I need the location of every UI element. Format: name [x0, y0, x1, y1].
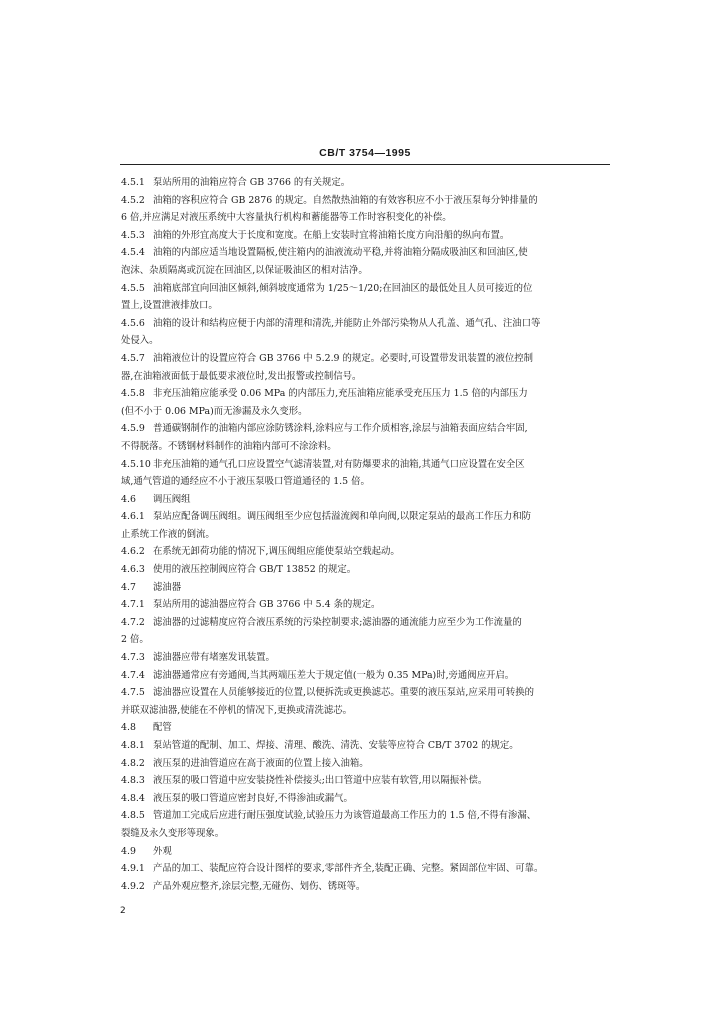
text-line — [121, 491, 603, 509]
clause-text: 止系统工作液的倒流。 — [121, 528, 215, 540]
text-line — [121, 649, 603, 667]
clause-text: 外观 — [153, 845, 172, 857]
text-line — [121, 297, 603, 315]
clause-text: 产品的加工、装配应符合设计图样的要求,零部件齐全,装配正确、完整。紧固部位牢固、可靠。 — [153, 863, 544, 875]
text-line — [121, 420, 603, 438]
text-line — [121, 456, 603, 474]
clause-text: 泵站所用的油箱应符合 GB 3766 的有关规定。 — [153, 177, 351, 188]
text-line — [121, 843, 603, 861]
clause-number: 4.8.3 — [121, 775, 145, 787]
clause-number: 4.7.1 — [121, 599, 145, 611]
text-line — [121, 473, 603, 491]
clause-number: 4.7 — [121, 581, 136, 593]
clause-text: 处侵入。 — [121, 335, 159, 347]
clause-text: 置上,设置泄液排放口。 — [121, 300, 218, 312]
text-line — [121, 280, 603, 298]
clause-text: 普通碳钢制作的油箱内部应涂防锈涂料,涂料应与工作介质相容,涂层与油箱表面应结合牢固, — [153, 423, 528, 435]
clause-text: 管道加工完成后应进行耐压强度试验,试验压力为该管道最高工作压力的 1.5 倍,不得有渗漏、 — [153, 810, 537, 822]
clause-number: 4.6.3 — [121, 564, 145, 576]
text-line — [121, 561, 603, 579]
text-line — [121, 790, 603, 808]
clause-text: 在系统无卸荷功能的情况下,调压阀组应能使泵站空载起动。 — [153, 546, 400, 558]
clause-number: 4.8 — [121, 722, 136, 734]
clause-number: 4.7.2 — [121, 616, 145, 628]
clause-text: (但不小于 0.06 MPa)而无渗漏及永久变形。 — [121, 405, 308, 417]
text-line — [121, 350, 603, 368]
clause-text: 油箱的外形宜高度大于长度和宽度。在船上安装时宜将油箱长度方向沿船的纵向布置。 — [153, 229, 510, 241]
clause-text: 滤油器的过滤精度应符合液压系统的污染控制要求;滤油器的通流能力应至少为工作流量的 — [153, 616, 522, 628]
clause-text: 配管 — [153, 722, 172, 734]
clause-number: 4.5.2 — [121, 194, 145, 206]
text-line — [121, 526, 603, 544]
text-line — [121, 702, 603, 720]
text-line — [121, 192, 603, 210]
clause-text: 油箱的内部应适当地设置隔板,使注箱内的油液流动平稳,并将油箱分隔成吸油区和回油区,使 — [153, 247, 528, 259]
clause-text: 产品外观应整齐,涂层完整,无碰伤、划伤、锈斑等。 — [153, 880, 366, 892]
clause-number: 4.5.8 — [121, 388, 145, 400]
text-line — [121, 438, 603, 456]
clause-number: 4.6 — [121, 493, 136, 505]
clause-number: 4.6.1 — [121, 511, 145, 523]
clause-text: 液压泵的进油管道应在高于液面的位置上接入油箱。 — [153, 757, 369, 769]
clause-number: 4.5.7 — [121, 352, 145, 364]
clause-text: 非充压油箱的通气孔口应设置空气滤清装置,对有防爆要求的油箱,其通气口应设置在安全区 — [153, 458, 525, 470]
text-line — [121, 684, 603, 702]
clause-text: 调压阀组 — [153, 493, 191, 505]
standard-code-header: CB/T 3754—1995 — [319, 147, 411, 159]
clause-number: 4.7.5 — [121, 687, 145, 699]
clause-number: 4.9 — [121, 845, 136, 857]
text-line — [121, 667, 603, 685]
clause-text: 2 倍。 — [121, 634, 149, 646]
text-line — [121, 543, 603, 561]
clause-text: 使用的液压控制阀应符合 GB/T 13852 的规定。 — [153, 564, 357, 576]
clause-text: 滤油器通常应有旁通阀,当其两端压差大于规定值(一般为 0.35 MPa)时,旁通阀应开启。 — [153, 669, 515, 681]
clause-text: 油箱的容积应符合 GB 2876 的规定。自然散热油箱的有效容积应不小于液压泵每分钟排量的 — [153, 194, 538, 206]
text-line — [121, 614, 603, 632]
text-line — [121, 508, 603, 526]
clause-text: 裂缝及永久变形等现象。 — [121, 827, 225, 839]
clause-number: 4.5.3 — [121, 229, 145, 241]
clause-text: 滤油器应带有堵塞发讯装置。 — [153, 652, 275, 664]
clause-number: 4.8.5 — [121, 810, 145, 822]
text-line — [121, 719, 603, 737]
text-line — [121, 227, 603, 245]
clause-text: 滤油器 — [153, 581, 182, 593]
clause-text: 液压泵的吸口管道应密封良好,不得渗油或漏气。 — [153, 792, 353, 804]
clause-number: 4.7.3 — [121, 652, 145, 664]
text-line — [121, 631, 603, 649]
clause-number: 4.6.2 — [121, 546, 145, 558]
clause-number: 4.5.6 — [121, 317, 145, 329]
text-line — [121, 262, 603, 280]
text-line — [121, 315, 603, 333]
clause-text: 器,在油箱液面低于最低要求液位时,发出报警或控制信号。 — [121, 370, 362, 382]
text-line — [121, 209, 603, 227]
clause-text: 泵站应配备调压阀组。调压阀组至少应包括溢流阀和单向阀,以限定泵站的最高工作压力和防 — [153, 511, 531, 523]
clause-number: 4.5.9 — [121, 423, 145, 435]
header-rule — [120, 164, 610, 165]
clause-number: 4.9.2 — [121, 880, 145, 892]
text-line — [121, 368, 603, 386]
clause-text: 域,通气管道的通经应不小于液压泵吸口管道通径的 1.5 倍。 — [121, 476, 370, 488]
document-body — [121, 174, 603, 895]
text-line — [121, 403, 603, 421]
text-line — [121, 244, 603, 262]
text-line — [121, 596, 603, 614]
clause-number: 4.5.1 — [121, 177, 145, 188]
clause-number: 4.8.4 — [121, 792, 145, 804]
clause-text: 泵站所用的滤油器应符合 GB 3766 中 5.4 条的规定。 — [153, 599, 381, 611]
clause-number: 4.5.10 — [121, 458, 151, 470]
clause-number: 4.8.1 — [121, 740, 145, 751]
text-line — [121, 860, 603, 878]
clause-text: 6 倍,并应满足对液压系统中大容量执行机构和蓄能器等工作时容积变化的补偿。 — [121, 212, 452, 224]
clause-text: 油箱的设计和结构应便于内部的清理和清洗,并能防止外部污染物从人孔盖、通气孔、注油口等 — [153, 317, 541, 329]
clause-text: 泵站管道的配制、加工、焊接、清理、酸洗、清洗、安装等应符合 CB/T 3702 的规定。 — [153, 740, 519, 751]
text-line — [121, 878, 603, 896]
clause-text: 泡沫、杂质隔离或沉淀在回油区,以保证吸油区的相对洁净。 — [121, 264, 368, 276]
clause-text: 液压泵的吸口管道中应安装挠性补偿接头;出口管道中应装有软管,用以隔振补偿。 — [153, 775, 488, 787]
clause-text: 油箱液位计的设置应符合 GB 3766 中 5.2.9 的规定。必要时,可设置带发讯装置的液位控制 — [153, 352, 533, 364]
page-number: 2 — [120, 906, 126, 916]
text-line — [121, 807, 603, 825]
clause-number: 4.8.2 — [121, 757, 145, 769]
text-line — [121, 579, 603, 597]
clause-text: 滤油器应设置在人员能够接近的位置,以便拆洗或更换滤芯。重要的液压泵站,应采用可转换的 — [153, 687, 534, 699]
clause-text: 并联双滤油器,使能在不停机的情况下,更换或清洗滤芯。 — [121, 704, 352, 716]
clause-text: 非充压油箱应能承受 0.06 MPa 的内部压力,充压油箱应能承受充压压力 1.5 倍的内部压力 — [153, 388, 528, 400]
clause-number: 4.5.4 — [121, 247, 145, 259]
clause-text: 油箱底部宜向回油区倾斜,倾斜坡度通常为 1/25～1/20;在回油区的最低处且人员可接近的位 — [153, 282, 533, 294]
text-line — [121, 737, 603, 755]
clause-number: 4.9.1 — [121, 863, 145, 875]
clause-number: 4.5.5 — [121, 282, 145, 294]
clause-number: 4.7.4 — [121, 669, 145, 681]
text-line — [121, 755, 603, 773]
text-line — [121, 332, 603, 350]
text-line — [121, 174, 603, 192]
clause-text: 不得脱落。不锈钢材料制作的油箱内部可不涂涂料。 — [121, 440, 337, 452]
text-line — [121, 772, 603, 790]
text-line — [121, 825, 603, 843]
text-line — [121, 385, 603, 403]
